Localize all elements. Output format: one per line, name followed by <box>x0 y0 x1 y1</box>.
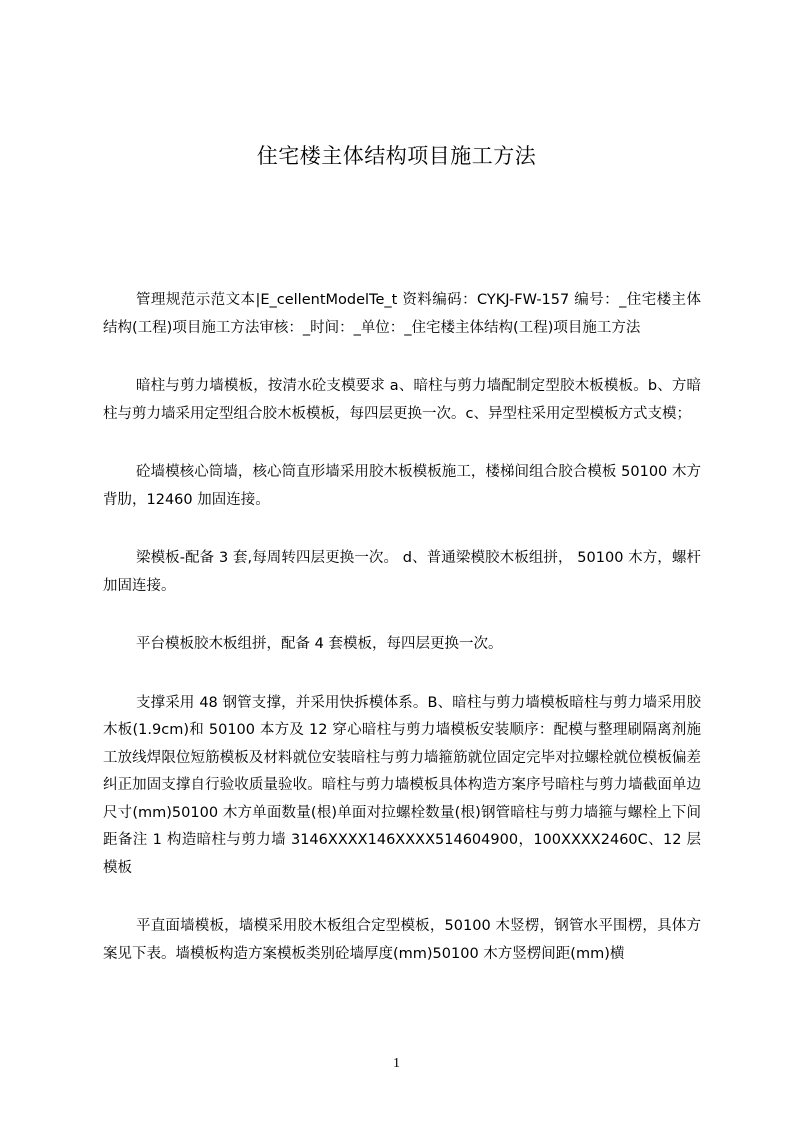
paragraph-column-shear-wall-formwork: 暗柱与剪力墙模板，按清水砼支模要求 a、暗柱与剪力墙配制定型胶木板模板。b、方暗柱与剪力墙采用定型组合胶木板模板，每四层更换一次。c、异型柱采用定型模板方式支模； <box>103 378 701 422</box>
document-title: 住宅楼主体结构项目施工方法 <box>256 144 537 168</box>
paragraph-support-system: 支撑采用 48 钢管支撑，并采用快拆模体系。B、暗柱与剪力墙模板暗柱与剪力墙采用胶木板(1.9cm)和 50100 本方及 12 穿心暗柱与剪力墙模板安装顺序：配模与整理刷隔离剂施工放线焊限位短筋模板及材料就位安装暗柱与剪力墙箍筋就位固定完毕对拉螺栓就位模板偏差纠正加固支撑自行验收质量验收。暗柱与剪力墙模板具体构造方案序号暗柱与剪力墙截面单边尺寸(mm)50100 木方单面数量(根)单面对拉螺栓数量(根)钢管暗柱与剪力墙箍与螺栓上下间距备注 1 构造暗柱与剪力墙 3146XXXX146XXXX514604900，100XXXX2460C、12 层模板 <box>103 694 701 876</box>
paragraph-platform-formwork: 平台模板胶木板组拼，配备 4 套模板，每四层更换一次。 <box>136 636 503 652</box>
paragraph-header-info: 管理规范示范文本|E_cellentModelTe_t 资料编码：CYKJ-FW-157 编号：_住宅楼主体结构(工程)项目施工方法审核：_时间：_单位：_住宅楼主体结构(工程)项目施工方法 <box>103 292 701 336</box>
document-body <box>103 287 701 968</box>
paragraph-core-tube-wall: 砼墙模核心筒墙，核心筒直形墙采用胶木板模板施工，楼梯间组合胶合模板 50100 木方背肋，12460 加固连接。 <box>103 464 701 508</box>
page-number: 1 <box>393 1056 400 1071</box>
paragraph-beam-formwork: 梁模板-配备 3 套,每周转四层更换一次。 d、普通梁模胶木板组拼， 50100 木方，螺杆加固连接。 <box>103 550 701 594</box>
paragraph-flat-wall-formwork: 平直面墙模板，墙模采用胶木板组合定型模板，50100 木竖楞，钢管水平围楞，具体方案见下表。墙模板构造方案模板类别砼墙厚度(mm)50100 木方竖楞间距(mm)横 <box>103 918 701 962</box>
